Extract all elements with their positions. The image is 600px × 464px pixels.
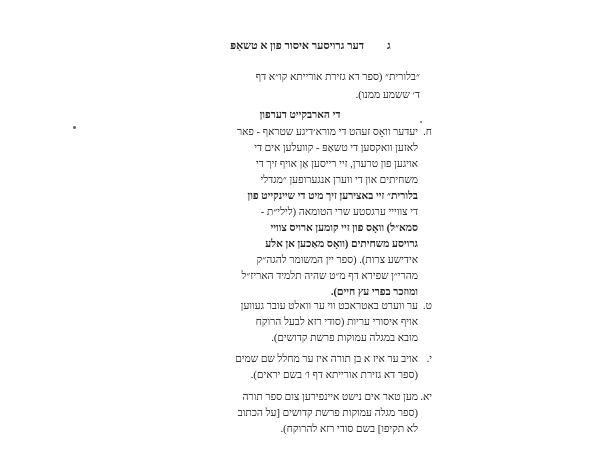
item-line: מען טאר אים נישט איינפירען צום ספר תורה — [242, 392, 418, 403]
item-line: לאזען וואקסען די טשאַפּ - קוועלען אים די — [254, 143, 418, 154]
item-line: סמא״ל) וואָס פון זיי קומען ארויס צוויי — [270, 223, 418, 234]
item-line: משחיתים און די ווערן אנגערופען ״מגדלי — [260, 175, 418, 186]
item-number: ט. — [423, 301, 432, 312]
item-line: ער ווערט באטראכט ווי ער וואלט עובר געווען — [240, 301, 418, 312]
item-line: ומוזכר בפרי עץ חיים). — [330, 287, 418, 298]
item-number: יא. — [420, 392, 432, 403]
item-line: יעדער וואָס זעהט די מורא׳דיגע שטראף - פאר — [236, 127, 418, 138]
item-line: מובא במגלה עמוקות פרשת קדושים). — [271, 333, 418, 344]
item-line: לא תקיפו] בשם סודי רזא להרוקח). — [280, 424, 418, 435]
section-heading: די הארבקייט דערפון — [259, 110, 341, 121]
page-letter: ג — [387, 40, 391, 52]
item-paragraph — [98, 354, 418, 386]
intro-line: ד׳ ששמע ממנו). — [355, 90, 420, 101]
intro-paragraph — [80, 72, 420, 102]
item-line: בלורית״ זיי באצירען זיך מיט די שיינקייט פון — [247, 191, 418, 202]
item-line: אידישע צרות). (ספר יין המשומר להגה״ק — [256, 255, 418, 266]
item-line: אויגען פון טרערן, זיי רייסען אַן אויף זיך די — [255, 159, 418, 170]
scan-speck — [73, 126, 76, 129]
item-line: אויב ער איז א בן תורה איז ער מחלל שם שמים — [235, 354, 418, 365]
item-line: אויף איסורי עריות (סודי רזא לבעל הרוקח — [255, 317, 418, 328]
intro-line: ״בלורית״ (ספר דא גזירת אורייתא קו״א דף — [255, 72, 420, 83]
item-line: מהרי״ן שפירא דף מ״ט שהיה תלמיד האריז״ל — [241, 271, 418, 282]
item-number: ח. — [423, 127, 432, 138]
item-line: (ספר מגלה עמוקות פרשת קדושים [על הכתוב — [237, 408, 418, 419]
item-paragraph — [98, 127, 418, 303]
running-title: דער גרויסער איסור פון א טשאַפּ — [230, 40, 364, 52]
item-line: (ספר דא גזירת אורייתא דף ו׳ בשם יראים). — [250, 370, 418, 381]
item-line: גרויסע משחיתים (וואָס מאַכען אן אלע — [265, 239, 418, 250]
item-paragraph — [98, 301, 418, 349]
item-paragraph — [98, 392, 418, 440]
scan-speck — [420, 121, 422, 123]
item-number: י. — [426, 354, 432, 365]
item-line: די צווייי ערגסטע שרי הטומאה (לילי״ת - — [260, 207, 418, 218]
